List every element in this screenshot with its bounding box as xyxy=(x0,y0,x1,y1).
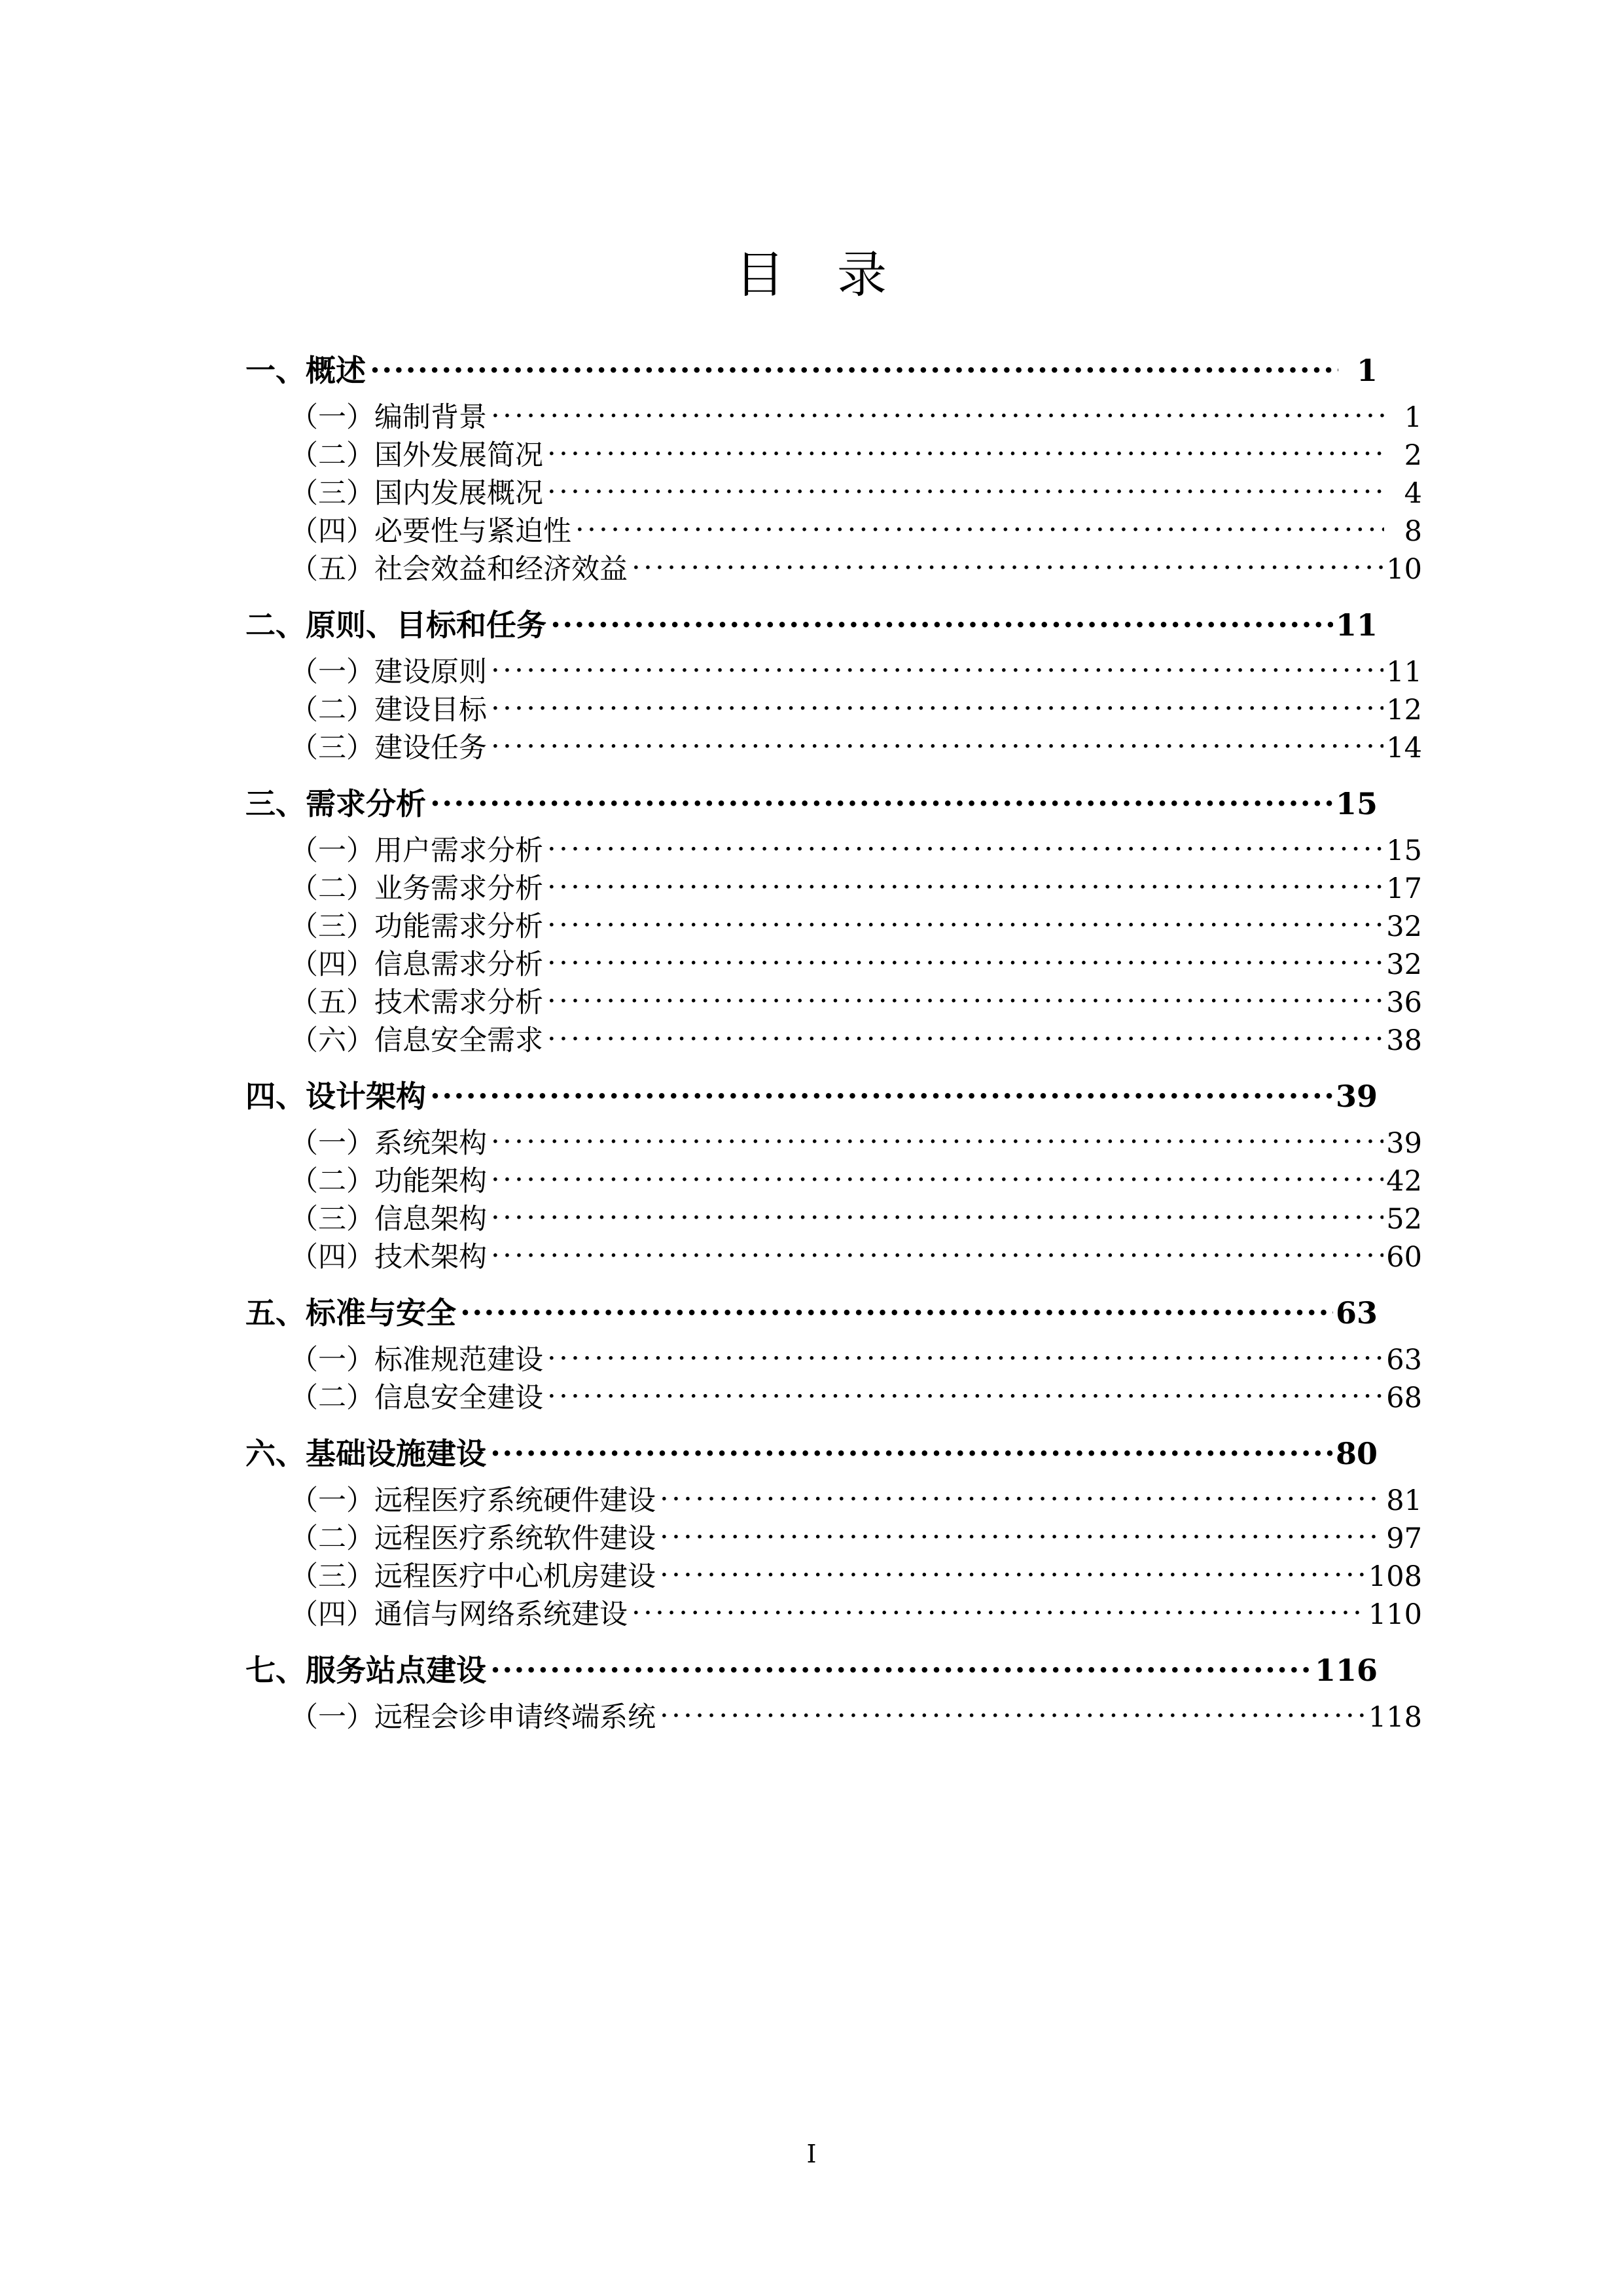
toc-leader-dots xyxy=(491,1200,1383,1229)
toc-leader-dots xyxy=(460,1293,1333,1323)
toc-leader-dots xyxy=(491,1162,1383,1191)
toc-entry-label: （一）用户需求分析 xyxy=(290,834,543,867)
toc-entry-level-2[interactable] xyxy=(245,1200,1422,1238)
toc-entry-page-number: 32 xyxy=(1386,948,1422,981)
toc-entry-level-2[interactable] xyxy=(245,437,1422,475)
toc-entry-page-number: 39 xyxy=(1386,1127,1422,1160)
toc-leader-dots xyxy=(491,653,1383,681)
toc-leader-dots xyxy=(547,475,1384,503)
toc-leader-dots xyxy=(547,437,1384,465)
toc-entry-page-number: 68 xyxy=(1386,1382,1422,1414)
toc-entry-label: （三）信息架构 xyxy=(290,1203,487,1236)
toc-entry-label: （三）远程医疗中心机房建设 xyxy=(290,1560,656,1593)
toc-leader-dots xyxy=(660,1558,1366,1586)
toc-entry-page-number: 4 xyxy=(1404,477,1422,510)
toc-entry-level-1[interactable] xyxy=(245,605,1378,644)
toc-entry-label: （二）远程医疗系统软件建设 xyxy=(290,1522,656,1555)
toc-entry-label: （四）通信与网络系统建设 xyxy=(290,1598,628,1631)
toc-entry-label: （四）信息需求分析 xyxy=(290,948,543,981)
toc-leader-dots xyxy=(550,605,1333,636)
toc-entry-page-number: 108 xyxy=(1368,1560,1422,1593)
toc-entry-label: （六）信息安全需求 xyxy=(290,1024,543,1057)
toc-entry-level-2[interactable] xyxy=(245,1124,1422,1162)
toc-leader-dots xyxy=(547,1022,1383,1050)
toc-entry-label: （一）远程会诊申请终端系统 xyxy=(290,1701,656,1734)
toc-entry-level-2[interactable] xyxy=(245,475,1422,512)
toc-entry-level-2[interactable] xyxy=(245,1341,1422,1379)
toc-entry-page-number: 42 xyxy=(1386,1165,1422,1198)
toc-entry-level-1[interactable] xyxy=(245,351,1378,389)
toc-entry-label: （三）国内发展概况 xyxy=(290,477,543,510)
toc-entry-label: （三）建设任务 xyxy=(290,732,487,764)
toc-entry-page-number: 118 xyxy=(1368,1701,1422,1734)
toc-entry-level-2[interactable] xyxy=(245,1238,1422,1276)
toc-entry-label: （一）远程医疗系统硬件建设 xyxy=(290,1484,656,1517)
page-title: 目 录 xyxy=(735,245,888,304)
toc-entry-level-1[interactable] xyxy=(245,1293,1378,1332)
toc-entry-label: （一）建设原则 xyxy=(290,656,487,689)
toc-entry-page-number: 14 xyxy=(1386,732,1422,764)
toc-entry-label: 二、原则、目标和任务 xyxy=(245,607,546,643)
toc-entry-page-number: 110 xyxy=(1368,1598,1422,1631)
toc-entry-level-2[interactable] xyxy=(245,1022,1422,1060)
toc-entry-level-2[interactable] xyxy=(245,653,1422,691)
toc-leader-dots xyxy=(547,946,1383,974)
toc-leader-dots xyxy=(547,984,1383,1012)
toc-entry-level-2[interactable] xyxy=(245,984,1422,1022)
toc-entry-level-2[interactable] xyxy=(245,1482,1422,1520)
toc-leader-dots xyxy=(491,1124,1383,1153)
toc-entry-page-number: 8 xyxy=(1404,515,1422,548)
toc-entry-label: （一）系统架构 xyxy=(290,1127,487,1160)
toc-leader-dots xyxy=(491,729,1383,757)
toc-leader-dots xyxy=(491,1238,1383,1266)
footer-page-number: I xyxy=(806,2140,817,2168)
toc-entry-page-number: 17 xyxy=(1386,872,1422,905)
toc-leader-dots xyxy=(660,1698,1366,1727)
toc-entry-page-number: 2 xyxy=(1404,439,1422,472)
toc-entry-label: （二）建设目标 xyxy=(290,694,487,726)
toc-entry-label: （三）功能需求分析 xyxy=(290,910,543,943)
toc-entry-label: （二）业务需求分析 xyxy=(290,872,543,905)
toc-entry-page-number: 97 xyxy=(1386,1522,1422,1555)
toc-entry-level-2[interactable] xyxy=(245,550,1422,588)
toc-entry-label: 四、设计架构 xyxy=(245,1079,426,1114)
toc-entry-page-number: 52 xyxy=(1386,1203,1422,1236)
toc-entry-level-2[interactable] xyxy=(245,1698,1422,1736)
toc-entry-page-number: 32 xyxy=(1386,910,1422,943)
toc-leader-dots xyxy=(632,550,1383,579)
toc-entry-label: （四）必要性与紧迫性 xyxy=(290,515,571,548)
toc-entry-page-number: 63 xyxy=(1335,1295,1378,1331)
toc-entry-level-2[interactable] xyxy=(245,1520,1422,1558)
toc-entry-page-number: 60 xyxy=(1386,1241,1422,1274)
toc-leader-dots xyxy=(547,1341,1383,1369)
toc-entry-page-number: 63 xyxy=(1386,1344,1422,1376)
toc-entry-page-number: 11 xyxy=(1386,656,1422,689)
toc-leader-dots xyxy=(660,1482,1383,1510)
toc-entry-level-1[interactable] xyxy=(245,784,1378,823)
toc-leader-dots xyxy=(491,691,1383,719)
toc-leader-dots xyxy=(490,1651,1312,1681)
toc-leader-dots xyxy=(547,832,1383,860)
toc-leader-dots xyxy=(430,1077,1333,1107)
toc-entry-page-number: 39 xyxy=(1335,1079,1378,1114)
toc-entry-label: 三、需求分析 xyxy=(245,786,426,821)
toc-leader-dots xyxy=(547,870,1383,898)
toc-leader-dots xyxy=(547,1379,1383,1407)
toc-entry-page-number: 1 xyxy=(1404,401,1422,434)
toc-entry-page-number: 81 xyxy=(1386,1484,1422,1517)
table-of-contents xyxy=(245,351,1422,1736)
toc-entry-page-number: 36 xyxy=(1386,986,1422,1019)
toc-leader-dots xyxy=(547,908,1383,936)
toc-entry-level-2[interactable] xyxy=(245,908,1422,946)
toc-entry-page-number: 38 xyxy=(1386,1024,1422,1057)
toc-entry-page-number: 80 xyxy=(1335,1436,1378,1471)
toc-entry-level-2[interactable] xyxy=(245,946,1422,984)
toc-leader-dots xyxy=(632,1596,1366,1624)
toc-entry-level-2[interactable] xyxy=(245,729,1422,767)
toc-leader-dots xyxy=(491,399,1384,427)
toc-entry-level-1[interactable] xyxy=(245,1077,1378,1115)
toc-leader-dots xyxy=(430,784,1333,814)
toc-entry-page-number: 116 xyxy=(1314,1653,1378,1688)
toc-entry-page-number: 1 xyxy=(1356,353,1378,388)
toc-entry-label: 六、基础设施建设 xyxy=(245,1436,486,1471)
toc-entry-label: （一）标准规范建设 xyxy=(290,1344,543,1376)
toc-entry-page-number: 11 xyxy=(1335,607,1378,643)
toc-entry-level-1[interactable] xyxy=(245,1651,1378,1689)
toc-entry-label: （二）信息安全建设 xyxy=(290,1382,543,1414)
toc-entry-label: 一、概述 xyxy=(245,353,366,388)
toc-entry-label: （一）编制背景 xyxy=(290,401,487,434)
toc-entry-level-1[interactable] xyxy=(245,1434,1378,1473)
toc-entry-level-2[interactable] xyxy=(245,1596,1422,1634)
toc-entry-level-2[interactable] xyxy=(245,1162,1422,1200)
toc-entry-label: （五）社会效益和经济效益 xyxy=(290,553,628,586)
toc-entry-level-2[interactable] xyxy=(245,691,1422,729)
toc-entry-page-number: 10 xyxy=(1386,553,1422,586)
toc-leader-dots xyxy=(490,1434,1333,1464)
toc-entry-label: （四）技术架构 xyxy=(290,1241,487,1274)
toc-entry-level-2[interactable] xyxy=(245,399,1422,437)
toc-leader-dots xyxy=(370,351,1338,381)
toc-entry-label: （五）技术需求分析 xyxy=(290,986,543,1019)
toc-leader-dots xyxy=(575,512,1384,541)
toc-entry-page-number: 15 xyxy=(1386,834,1422,867)
toc-entry-label: （二）功能架构 xyxy=(290,1165,487,1198)
toc-entry-label: （二）国外发展简况 xyxy=(290,439,543,472)
toc-entry-level-2[interactable] xyxy=(245,832,1422,870)
toc-entry-level-2[interactable] xyxy=(245,512,1422,550)
toc-entry-level-2[interactable] xyxy=(245,870,1422,908)
toc-entry-label: 七、服务站点建设 xyxy=(245,1653,486,1688)
toc-entry-level-2[interactable] xyxy=(245,1558,1422,1596)
toc-leader-dots xyxy=(660,1520,1383,1548)
toc-entry-label: 五、标准与安全 xyxy=(245,1295,456,1331)
toc-entry-level-2[interactable] xyxy=(245,1379,1422,1417)
toc-entry-page-number: 15 xyxy=(1335,786,1378,821)
toc-entry-page-number: 12 xyxy=(1386,694,1422,726)
